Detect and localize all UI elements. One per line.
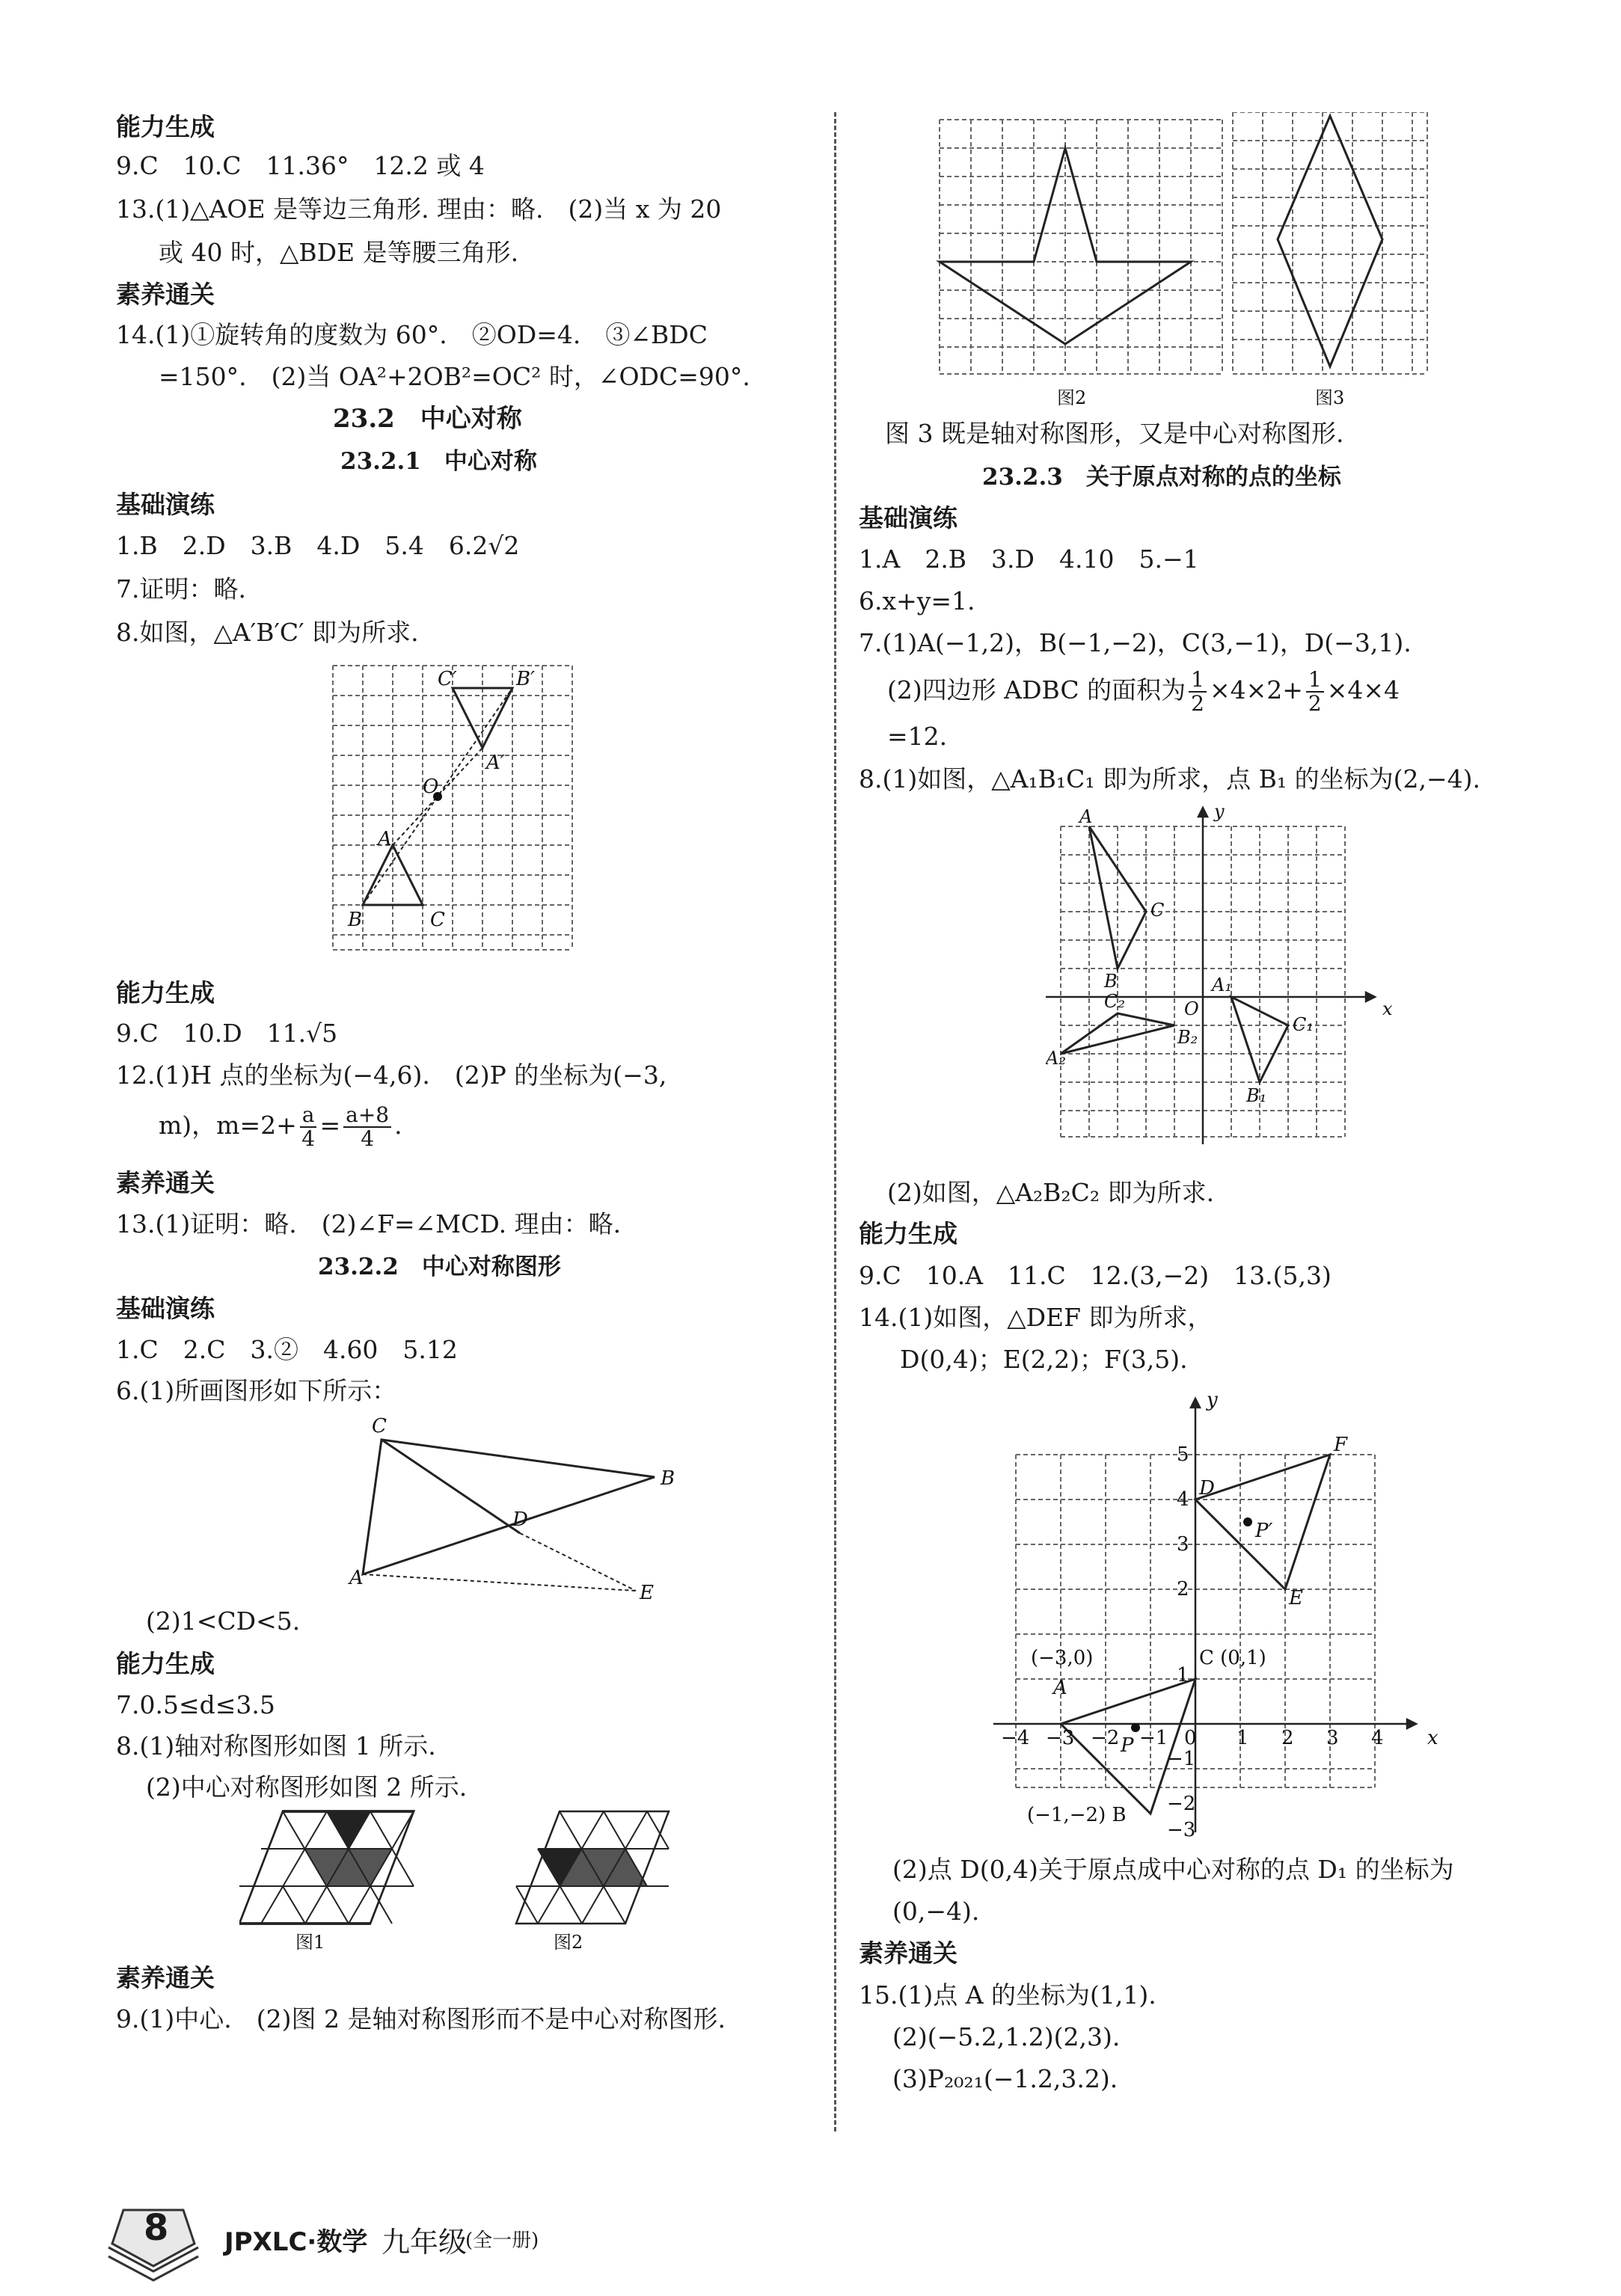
answer-line: =12. xyxy=(887,722,948,751)
label: −3 xyxy=(1046,1727,1075,1749)
label: y xyxy=(1207,1389,1218,1411)
denominator: 2 xyxy=(1308,691,1322,716)
answer-line: 6.x+y=1. xyxy=(859,586,975,616)
answer-line: 或 40 时，△BDE 是等腰三角形. xyxy=(159,238,519,267)
label: 4 xyxy=(1371,1727,1384,1749)
answer-line: 6.(1)所画图形如下所示： xyxy=(116,1376,397,1405)
label: P xyxy=(1121,1734,1134,1757)
label: 3 xyxy=(1326,1727,1339,1749)
label: (−1,−2) B xyxy=(1027,1804,1127,1826)
label: O xyxy=(423,776,439,798)
label: x xyxy=(1427,1727,1438,1749)
numerator: 1 xyxy=(1189,669,1207,693)
fraction xyxy=(343,1104,391,1150)
shaded-triangle xyxy=(327,1811,370,1849)
text: ×4×2+ xyxy=(1209,675,1303,705)
footer-grade: 九年级 xyxy=(381,2226,468,2259)
figure-caption: 图2 xyxy=(554,1932,583,1952)
heading-basic: 基础演练 xyxy=(116,490,215,519)
page-number: 8 xyxy=(144,2207,169,2249)
label: 1 xyxy=(1177,1664,1189,1686)
answer-line: 1.C 2.C 3.② 4.60 5.12 xyxy=(116,1335,458,1364)
answer-line: (2)如图，△A₂B₂C₂ 即为所求. xyxy=(887,1178,1215,1207)
answer-line: 12.(1)H 点的坐标为(−4,6). (2)P 的坐标为(−3, xyxy=(116,1060,667,1090)
text: = xyxy=(319,1111,341,1140)
answer-line: 9.C 10.C 11.36° 12.2 或 4 xyxy=(116,151,485,180)
text: . xyxy=(394,1111,402,1140)
figure-coordinate-triangles xyxy=(1046,804,1465,1148)
subsection-title: 23.2.1 中心对称 xyxy=(340,448,537,475)
label: E xyxy=(1289,1587,1303,1609)
label: x xyxy=(1382,998,1393,1019)
answer-line: 1.B 2.D 3.B 4.D 5.4 6.2√2 xyxy=(116,531,520,560)
fraction xyxy=(1306,669,1324,715)
denominator: 4 xyxy=(361,1126,375,1151)
denominator: 2 xyxy=(1191,691,1204,716)
heading-basic: 基础演练 xyxy=(859,503,957,532)
label: P′ xyxy=(1255,1520,1273,1542)
label: 2 xyxy=(1281,1727,1294,1749)
fraction xyxy=(1189,669,1207,715)
footer-brand: JPXLC·数学 xyxy=(224,2227,368,2257)
text: m)，m=2+ xyxy=(159,1111,297,1140)
label: C xyxy=(372,1415,387,1437)
answer-line: 13.(1)证明：略. (2)∠F=∠MCD. 理由：略. xyxy=(116,1209,622,1238)
heading-ability: 能力生成 xyxy=(859,1219,957,1248)
figure-triangle-grids xyxy=(239,1810,733,1952)
heading-literacy: 素养通关 xyxy=(859,1939,957,1968)
column-divider xyxy=(834,112,836,2131)
figure-caption: 图3 xyxy=(1315,387,1345,408)
label: D xyxy=(512,1508,528,1531)
answer-line-fraction xyxy=(887,664,1400,716)
label: C₂ xyxy=(1104,991,1125,1012)
answer-line: (2)1<CD<5. xyxy=(146,1606,301,1636)
answer-line: 15.(1)点 A 的坐标为(1,1). xyxy=(859,1980,1156,2010)
numerator: a+8 xyxy=(343,1104,391,1128)
answer-line: 14.(1)如图，△DEF 即为所求， xyxy=(859,1303,1213,1332)
figure-caption: 图1 xyxy=(295,1932,325,1952)
label: C xyxy=(430,909,445,931)
label: 2 xyxy=(1177,1578,1189,1600)
answer-line: 8.(1)如图，△A₁B₁C₁ 即为所求，点 B₁ 的坐标为(2,−4). xyxy=(859,764,1480,794)
label: −1 xyxy=(1167,1748,1196,1770)
heading-basic: 基础演练 xyxy=(116,1294,215,1323)
label: B xyxy=(348,909,363,931)
label: D xyxy=(1199,1477,1215,1500)
label: −3 xyxy=(1167,1819,1196,1840)
label: 3 xyxy=(1177,1533,1189,1556)
denominator: 4 xyxy=(301,1126,316,1151)
label: A xyxy=(1053,1677,1067,1699)
label: y xyxy=(1214,804,1225,822)
answer-line: 9.(1)中心. (2)图 2 是轴对称图形而不是中心对称图形. xyxy=(116,2004,726,2033)
figure-caption: 图2 xyxy=(1057,387,1087,408)
label: 4 xyxy=(1177,1488,1189,1511)
heading-literacy: 素养通关 xyxy=(116,280,215,309)
answer-line: 13.(1)△AOE 是等边三角形. 理由：略. (2)当 x 为 20 xyxy=(116,194,722,224)
subsection-title: 23.2.2 中心对称图形 xyxy=(318,1253,561,1280)
label: −2 xyxy=(1091,1727,1120,1749)
heading-ability: 能力生成 xyxy=(116,112,215,141)
text: (2)四边形 ADBC 的面积为 xyxy=(887,675,1186,705)
answer-line: (2)中心对称图形如图 2 所示. xyxy=(146,1772,468,1802)
label: B xyxy=(1104,971,1118,992)
footer-volume: (全一册) xyxy=(465,2229,539,2252)
text: ×4×4 xyxy=(1326,675,1400,705)
label: 5 xyxy=(1177,1443,1189,1466)
heading-ability: 能力生成 xyxy=(116,978,215,1007)
label: 1 xyxy=(1237,1727,1249,1749)
label: −4 xyxy=(1001,1727,1030,1749)
point-p-prime xyxy=(1243,1517,1252,1526)
label: B′ xyxy=(516,668,536,690)
answer-line-fraction xyxy=(159,1099,402,1152)
answer-line: 9.C 10.A 11.C 12.(3,−2) 13.(5,3) xyxy=(859,1261,1332,1290)
section-title: 23.2 中心对称 xyxy=(333,404,522,434)
numerator: 1 xyxy=(1306,669,1324,693)
heading-ability: 能力生成 xyxy=(116,1649,215,1678)
answer-line: (0,−4). xyxy=(892,1897,980,1926)
figure-symmetry-grids xyxy=(934,112,1577,419)
label: O xyxy=(1184,998,1199,1019)
label: C₁ xyxy=(1293,1014,1314,1035)
answer-line: (2)(−5.2,1.2)(2,3). xyxy=(892,2022,1121,2051)
answer-line: 7.(1)A(−1,2)，B(−1,−2)，C(3,−1)，D(−3,1). xyxy=(859,628,1412,657)
figure-central-symmetry-grid xyxy=(325,658,595,965)
label: C (0,1) xyxy=(1199,1647,1266,1669)
answer-line: 8.(1)轴对称图形如图 1 所示. xyxy=(116,1731,436,1761)
label: C xyxy=(1150,900,1165,921)
subsection-title: 23.2.3 关于原点对称的点的坐标 xyxy=(982,464,1341,491)
label: A′ xyxy=(486,752,505,774)
answer-line: =150°. (2)当 OA²+2OB²=OC² 时，∠ODC=90°. xyxy=(159,362,750,391)
label: C′ xyxy=(438,668,457,690)
answer-line: 8.如图，△A′B′C′ 即为所求. xyxy=(116,618,419,647)
answer-line: 图 3 既是轴对称图形，又是中心对称图形. xyxy=(885,419,1344,448)
answer-line: 1.A 2.B 3.D 4.10 5.−1 xyxy=(859,544,1199,574)
label: B xyxy=(661,1467,675,1490)
label: A₂ xyxy=(1046,1048,1066,1069)
label: F xyxy=(1334,1434,1348,1456)
label: A₁ xyxy=(1212,974,1232,995)
label: −1 xyxy=(1139,1727,1168,1749)
answer-line: 7.0.5≤d≤3.5 xyxy=(116,1690,275,1719)
label: (−3,0) xyxy=(1031,1647,1094,1669)
heading-literacy: 素养通关 xyxy=(116,1963,215,1992)
label: E xyxy=(640,1582,654,1600)
label: A xyxy=(378,828,392,850)
label: B₁ xyxy=(1246,1085,1267,1106)
answer-line: (3)P₂₀₂₁(−1.2,3.2). xyxy=(892,2064,1118,2093)
fraction xyxy=(300,1104,317,1150)
answer-line: D(0,4)；E(2,2)；F(3,5). xyxy=(900,1345,1188,1374)
label: A xyxy=(1079,806,1093,827)
label: −2 xyxy=(1167,1793,1196,1815)
heading-literacy: 素养通关 xyxy=(116,1168,215,1197)
answer-line: 7.证明：略. xyxy=(116,574,246,604)
answer-line: 14.(1)①旋转角的度数为 60°. ②OD=4. ③∠BDC xyxy=(116,320,708,349)
answer-line: 9.C 10.D 11.√5 xyxy=(116,1019,338,1048)
label: 0 xyxy=(1184,1727,1197,1749)
figure-median-extension xyxy=(340,1413,684,1600)
answer-line: (2)点 D(0,4)关于原点成中心对称的点 D₁ 的坐标为 xyxy=(892,1855,1454,1884)
label: B₂ xyxy=(1177,1027,1198,1048)
numerator: a xyxy=(300,1104,317,1128)
figure-coordinate-def xyxy=(993,1384,1517,1840)
label: A xyxy=(349,1567,364,1589)
